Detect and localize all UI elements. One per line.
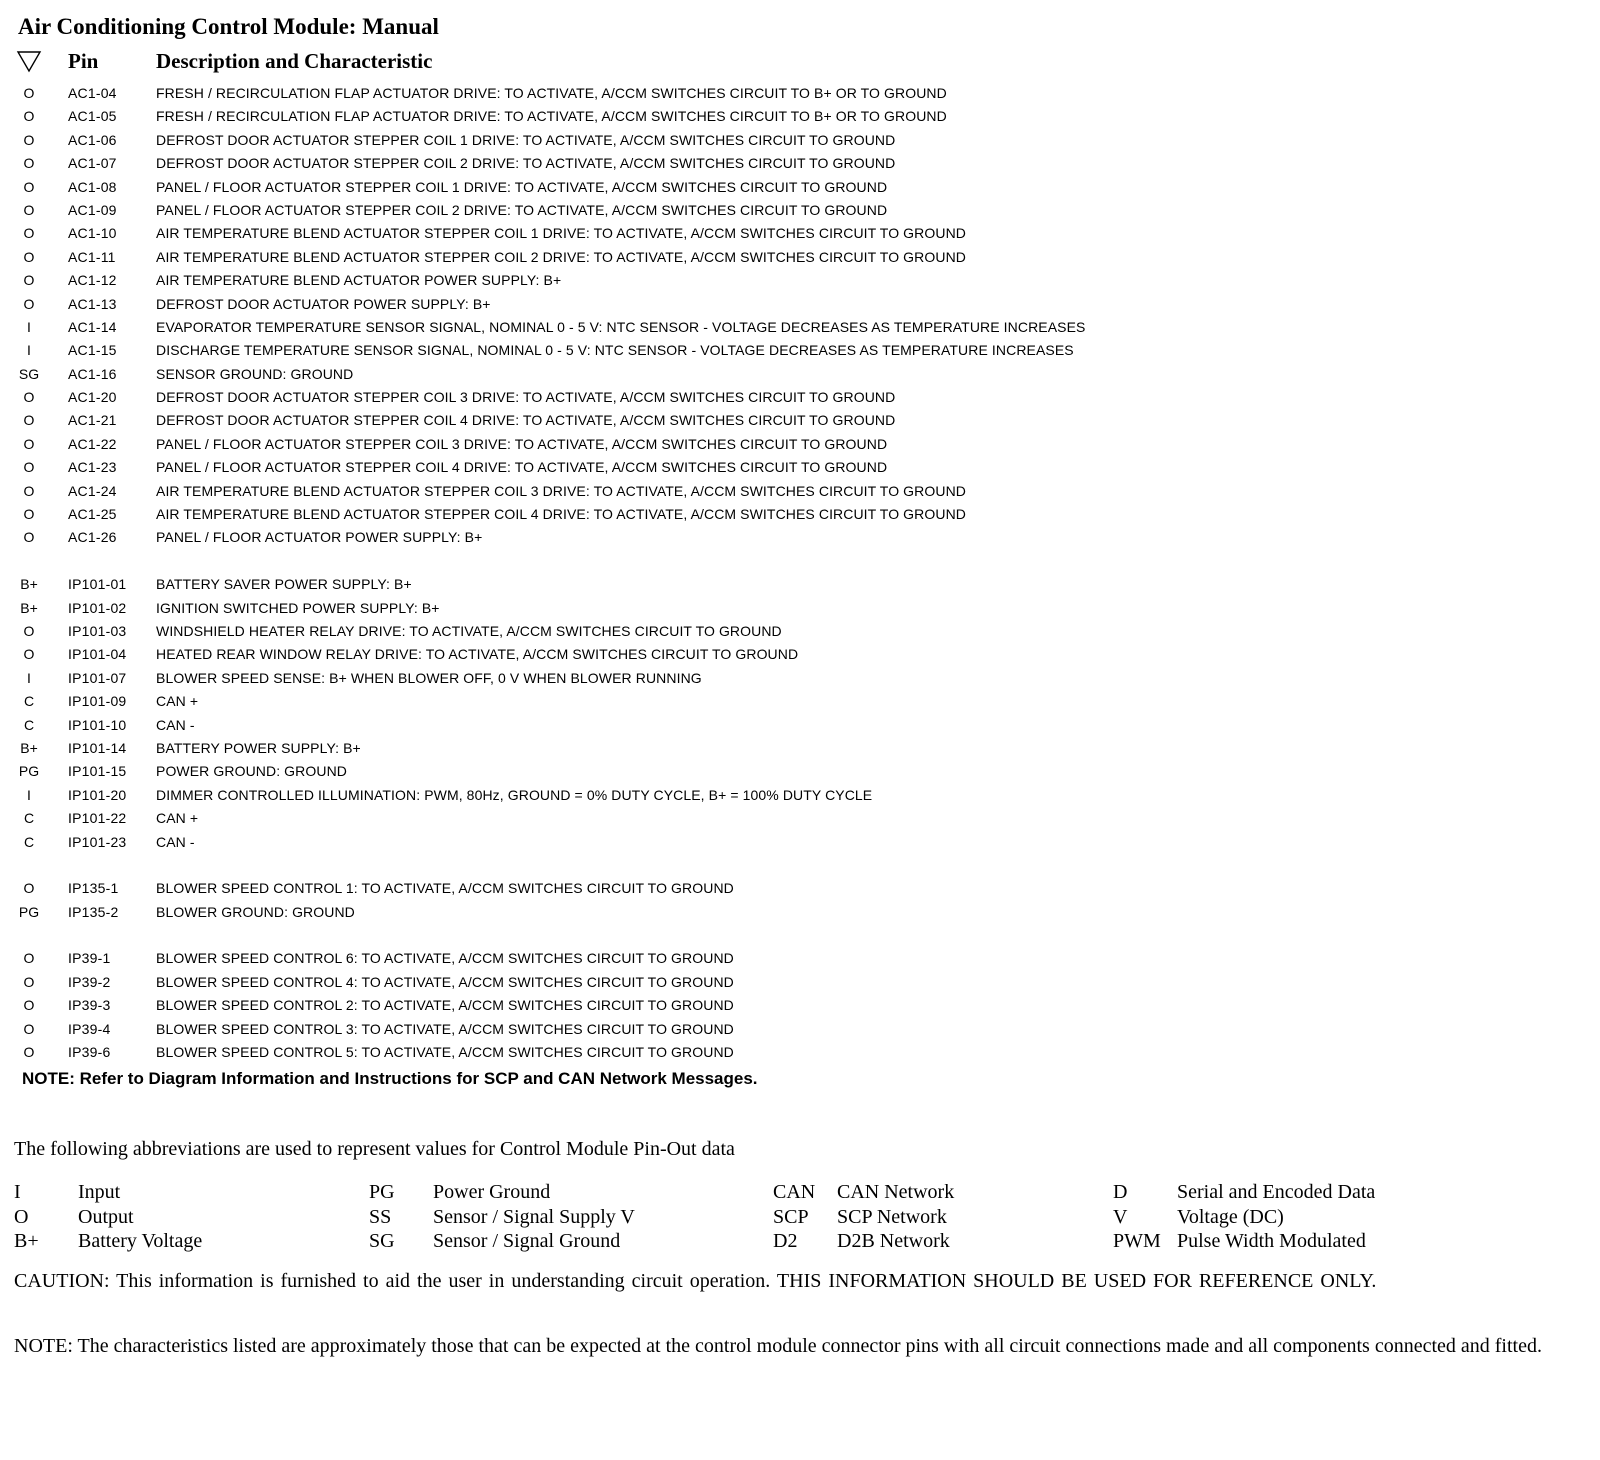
direction-code: B+ [20,576,38,593]
direction-code: O [23,155,35,172]
table-row [16,176,1116,199]
direction-code: O [23,272,35,289]
direction-code: O [23,997,35,1014]
direction-code: C [23,693,35,710]
pin-description: FRESH / RECIRCULATION FLAP ACTUATOR DRIVE: TO ACTIVATE, A/CCM SWITCHES CIRCUIT TO B+ OR TO GROUND [156,108,947,125]
table-row [16,1018,1116,1041]
pin-id: AC1-24 [68,482,117,499]
pin-description: AIR TEMPERATURE BLEND ACTUATOR STEPPER COIL 3 DRIVE: TO ACTIVATE, A/CCM SWITCHES CIRCUIT TO GROUND [156,482,967,499]
caution-note: CAUTION: This information is furnished to aid the user in understanding circuit operation. THIS INFORMATION SHOULD BE USED FOR REFERENCE ONLY. [14,1270,1377,1292]
table-row [16,971,1116,994]
table-row [16,339,1116,362]
table-row [16,129,1116,152]
abbreviations-intro: The following abbreviations are used to represent values for Control Module Pin-Out data [14,1138,735,1160]
pin-id: AC1-25 [68,506,117,523]
direction-code: I [27,786,31,803]
pin-id: AC1-05 [68,108,117,125]
pin-description: BLOWER SPEED CONTROL 1: TO ACTIVATE, A/CCM SWITCHES CIRCUIT TO GROUND [156,880,734,897]
abbreviations-legend [14,1180,1554,1260]
pin-id: IP39-6 [68,1044,111,1061]
table-row [16,269,1116,292]
direction-code: O [23,482,35,499]
direction-code: O [23,85,35,101]
pin-description: AIR TEMPERATURE BLEND ACTUATOR STEPPER COIL 4 DRIVE: TO ACTIVATE, A/CCM SWITCHES CIRCUIT TO GROUND [156,506,967,523]
pin-description: DIMMER CONTROLLED ILLUMINATION: PWM, 80Hz, GROUND = 0% DUTY CYCLE, B+ = 100% DUTY CYCLE [156,786,873,803]
pin-description: IGNITION SWITCHED POWER SUPPLY: B+ [156,599,440,616]
abbreviation-code: SG [369,1230,395,1252]
table-row [16,877,1116,900]
direction-code: O [23,225,35,242]
pin-id: AC1-20 [68,389,117,406]
pin-description: PANEL / FLOOR ACTUATOR STEPPER COIL 2 DRIVE: TO ACTIVATE, A/CCM SWITCHES CIRCUIT TO GROUND [156,201,888,218]
pin-id: AC1-07 [68,155,117,172]
pin-description: AIR TEMPERATURE BLEND ACTUATOR STEPPER COIL 1 DRIVE: TO ACTIVATE, A/CCM SWITCHES CIRCUIT TO GROUND [156,225,967,242]
table-row [16,105,1116,128]
pin-id: AC1-14 [68,318,117,335]
pin-id: IP39-3 [68,997,111,1014]
pin-id: IP135-1 [68,880,119,897]
abbreviation-meaning: CAN Network [837,1181,955,1203]
page-title: Air Conditioning Control Module: Manual [18,14,439,39]
abbreviation-meaning: Sensor / Signal Supply V [433,1205,635,1228]
pin-id: IP39-4 [68,1020,111,1037]
pin-description: AIR TEMPERATURE BLEND ACTUATOR STEPPER COIL 2 DRIVE: TO ACTIVATE, A/CCM SWITCHES CIRCUIT TO GROUND [156,248,967,265]
table-row [16,573,1116,596]
direction-code: O [23,950,35,967]
pin-description: BLOWER SPEED CONTROL 5: TO ACTIVATE, A/CCM SWITCHES CIRCUIT TO GROUND [156,1044,734,1061]
table-row [16,526,1116,549]
abbreviation-code: PWM [1113,1230,1161,1252]
abbreviation-meaning: Sensor / Signal Ground [433,1230,621,1252]
table-row [16,480,1116,503]
abbreviation-code: SCP [773,1205,809,1228]
pin-description: BLOWER SPEED CONTROL 2: TO ACTIVATE, A/CCM SWITCHES CIRCUIT TO GROUND [156,997,734,1014]
pin-description: BLOWER SPEED CONTROL 4: TO ACTIVATE, A/CCM SWITCHES CIRCUIT TO GROUND [156,973,734,990]
network-note: NOTE: Refer to Diagram Information and Instructions for SCP and CAN Network Messages. [22,1069,758,1088]
direction-code: O [23,646,35,663]
pin-description: DEFROST DOOR ACTUATOR POWER SUPPLY: B+ [156,295,491,312]
pin-id: IP101-02 [68,599,127,616]
direction-code: O [23,295,35,312]
direction-code: I [27,669,31,686]
table-row [16,901,1116,924]
pin-description: DISCHARGE TEMPERATURE SENSOR SIGNAL, NOMINAL 0 - 5 V: NTC SENSOR - VOLTAGE DECREASES AS TEMPERATURE INCREASES [156,342,1074,359]
pin-description: DEFROST DOOR ACTUATOR STEPPER COIL 3 DRIVE: TO ACTIVATE, A/CCM SWITCHES CIRCUIT TO GROUND [156,389,896,406]
pin-description: AIR TEMPERATURE BLEND ACTUATOR POWER SUPPLY: B+ [156,272,562,289]
abbreviation-code: CAN [773,1181,816,1203]
characteristics-note: NOTE: The characteristics listed are approximately those that can be expected at the control module connector pins with all circuit connections made and all components connected and fitted. [14,1335,1542,1357]
pin-id: AC1-09 [68,201,117,218]
abbreviation-code: V [1113,1205,1128,1228]
direction-code: O [23,412,35,429]
pin-description: DEFROST DOOR ACTUATOR STEPPER COIL 4 DRIVE: TO ACTIVATE, A/CCM SWITCHES CIRCUIT TO GROUND [156,412,896,429]
pin-id: AC1-16 [68,365,117,382]
pin-description: BLOWER SPEED CONTROL 3: TO ACTIVATE, A/CCM SWITCHES CIRCUIT TO GROUND [156,1020,734,1037]
direction-code: O [23,880,35,897]
direction-code: C [23,716,35,733]
pin-id: AC1-21 [68,412,117,429]
table-header [16,47,1116,77]
pin-description: DEFROST DOOR ACTUATOR STEPPER COIL 2 DRIVE: TO ACTIVATE, A/CCM SWITCHES CIRCUIT TO GROUND [156,155,896,172]
direction-code: C [23,833,35,850]
pin-description: CAN - [156,716,195,733]
direction-code: O [23,1020,35,1037]
pin-description: PANEL / FLOOR ACTUATOR POWER SUPPLY: B+ [156,529,483,546]
pin-id: IP135-2 [68,903,119,920]
table-row [16,386,1116,409]
table-row [16,994,1116,1017]
abbreviation-meaning: Pulse Width Modulated [1177,1230,1366,1252]
pin-id: IP101-22 [68,810,127,827]
pin-id: AC1-06 [68,131,117,148]
abbreviation-code: O [14,1205,29,1228]
direction-code: PG [18,903,40,920]
direction-code: O [23,622,35,639]
direction-code: O [23,108,35,125]
pin-id: AC1-13 [68,295,117,312]
table-row [16,1041,1116,1064]
pin-id: IP101-09 [68,693,127,710]
pin-description: HEATED REAR WINDOW RELAY DRIVE: TO ACTIVATE, A/CCM SWITCHES CIRCUIT TO GROUND [156,646,799,663]
pin-id: IP39-1 [68,950,111,967]
pin-id: AC1-11 [68,248,116,265]
direction-code: O [23,435,35,452]
pin-id: AC1-04 [68,85,117,101]
abbreviation-meaning: SCP Network [837,1205,947,1228]
abbreviation-meaning: Input [78,1181,121,1203]
pin-id: IP101-14 [68,739,127,756]
direction-code: O [23,178,35,195]
pin-id: IP39-2 [68,973,111,990]
pin-description: WINDSHIELD HEATER RELAY DRIVE: TO ACTIVATE, A/CCM SWITCHES CIRCUIT TO GROUND [156,622,782,639]
pin-description: BATTERY SAVER POWER SUPPLY: B+ [156,576,412,593]
direction-code: SG [18,365,40,382]
table-row [16,831,1116,854]
column-header-description: Description and Characteristic [156,49,433,73]
table-row [16,620,1116,643]
direction-code: O [23,459,35,476]
table-row [16,246,1116,269]
table-row [16,737,1116,760]
pin-id: IP101-03 [68,622,127,639]
pin-description: BLOWER SPEED SENSE: B+ WHEN BLOWER OFF, 0 V WHEN BLOWER RUNNING [156,669,702,686]
pin-id: IP101-04 [68,646,127,663]
abbreviation-meaning: Serial and Encoded Data [1177,1181,1376,1203]
pin-description: PANEL / FLOOR ACTUATOR STEPPER COIL 4 DRIVE: TO ACTIVATE, A/CCM SWITCHES CIRCUIT TO GROUND [156,459,888,476]
pin-description: PANEL / FLOOR ACTUATOR STEPPER COIL 3 DRIVE: TO ACTIVATE, A/CCM SWITCHES CIRCUIT TO GROUND [156,435,888,452]
abbreviation-meaning: Power Ground [433,1181,551,1203]
table-row [16,409,1116,432]
table-row [16,82,1116,105]
abbreviation-code: SS [369,1205,392,1228]
pin-table [16,82,1116,1064]
table-row [16,456,1116,479]
direction-code: O [23,973,35,990]
direction-code: O [23,389,35,406]
triangle-down-icon [16,49,42,73]
table-row [16,222,1116,245]
pin-id: IP101-01 [68,576,127,593]
table-row [16,807,1116,830]
pin-id: AC1-26 [68,529,117,546]
table-row [16,199,1116,222]
direction-code: B+ [20,599,38,616]
direction-code: O [23,201,35,218]
table-row [16,503,1116,526]
pin-id: AC1-15 [68,342,117,359]
table-row [16,643,1116,666]
table-row [16,784,1116,807]
table-row [16,760,1116,783]
abbreviation-meaning: Voltage (DC) [1177,1205,1284,1228]
table-row [16,433,1116,456]
abbreviation-code: D [1113,1181,1128,1203]
pin-description: SENSOR GROUND: GROUND [156,365,354,382]
abbreviation-meaning: D2B Network [837,1230,950,1252]
pin-id: AC1-23 [68,459,117,476]
pin-description: POWER GROUND: GROUND [156,763,347,780]
direction-code: O [23,529,35,546]
abbreviation-code: I [14,1181,21,1203]
abbreviation-code: D2 [773,1230,798,1252]
direction-code: O [23,131,35,148]
pin-description: EVAPORATOR TEMPERATURE SENSOR SIGNAL, NOMINAL 0 - 5 V: NTC SENSOR - VOLTAGE DECREASES AS TEMPERATURE INCREASES [156,318,1086,335]
pin-description: BLOWER SPEED CONTROL 6: TO ACTIVATE, A/CCM SWITCHES CIRCUIT TO GROUND [156,950,734,967]
direction-code: C [23,810,35,827]
pin-id: AC1-22 [68,435,117,452]
abbreviation-meaning: Output [78,1205,134,1228]
pin-id: AC1-10 [68,225,117,242]
direction-code: O [23,506,35,523]
pin-description: DEFROST DOOR ACTUATOR STEPPER COIL 1 DRIVE: TO ACTIVATE, A/CCM SWITCHES CIRCUIT TO GROUND [156,131,896,148]
direction-code: PG [18,763,40,780]
pin-id: IP101-10 [68,716,127,733]
direction-code: I [27,318,31,335]
table-row [16,947,1116,970]
table-row [16,152,1116,175]
column-header-pin: Pin [68,49,99,73]
pin-id: IP101-07 [68,669,127,686]
pin-id: AC1-12 [68,272,117,289]
abbreviation-meaning: Battery Voltage [78,1230,203,1252]
pin-description: PANEL / FLOOR ACTUATOR STEPPER COIL 1 DRIVE: TO ACTIVATE, A/CCM SWITCHES CIRCUIT TO GROUND [156,178,888,195]
table-row [16,690,1116,713]
pin-description: CAN + [156,693,199,710]
pin-description: BATTERY POWER SUPPLY: B+ [156,739,361,756]
pin-id: IP101-23 [68,833,127,850]
pin-id: IP101-20 [68,786,127,803]
table-row [16,293,1116,316]
pin-description: BLOWER GROUND: GROUND [156,903,355,920]
table-row [16,667,1116,690]
direction-code: B+ [20,739,38,756]
table-row [16,714,1116,737]
pin-description: CAN + [156,810,199,827]
pin-id: AC1-08 [68,178,117,195]
pin-id: IP101-15 [68,763,127,780]
table-row [16,363,1116,386]
abbreviation-code: PG [369,1181,395,1203]
pin-description: CAN - [156,833,195,850]
abbreviation-code: B+ [14,1230,39,1252]
direction-code: I [27,342,31,359]
direction-code: O [23,248,35,265]
table-row [16,597,1116,620]
pin-description: FRESH / RECIRCULATION FLAP ACTUATOR DRIVE: TO ACTIVATE, A/CCM SWITCHES CIRCUIT TO B+ OR TO GROUND [156,85,947,101]
direction-code: O [23,1044,35,1061]
table-row [16,316,1116,339]
